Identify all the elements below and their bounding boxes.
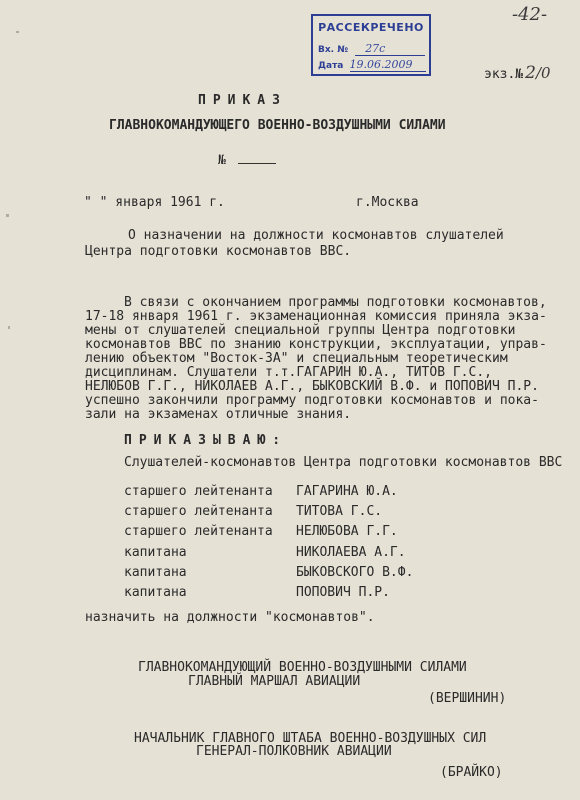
personnel-rank: капитана bbox=[124, 565, 187, 580]
personnel-name: ПОПОВИЧ П.Р. bbox=[296, 585, 390, 600]
archive-number: -42- bbox=[512, 4, 548, 25]
signatory-name: (ВЕРШИНИН) bbox=[428, 691, 507, 706]
signatory-rank: ГЛАВНЫЙ МАРШАЛ АВИАЦИИ bbox=[188, 674, 361, 689]
stamp-date-label: Дата bbox=[318, 61, 344, 71]
personnel-rank: капитана bbox=[124, 585, 187, 600]
stamp-date-value: 19.06.2009 bbox=[350, 58, 426, 72]
signatory-rank: ГЕНЕРАЛ-ПОЛКОВНИК АВИАЦИИ bbox=[196, 744, 392, 759]
signatory-title: НАЧАЛЬНИК ГЛАВНОГО ШТАБА ВОЕННО-ВОЗДУШНЫХ СИЛ bbox=[134, 731, 487, 746]
personnel-rank: старшего лейтенанта bbox=[124, 524, 273, 539]
body-line: лению объектом "Восток-3А" и специальным теоретическим bbox=[85, 351, 508, 366]
body-line: космонавтов ВВС по знанию конструкции, эксплуатации, управ- bbox=[85, 337, 547, 352]
personnel-name: БЫКОВСКОГО В.Ф. bbox=[296, 565, 414, 580]
stamp-in-number-row bbox=[318, 42, 425, 56]
personnel-name: ТИТОВА Г.С. bbox=[296, 504, 383, 519]
signatory-title: ГЛАВНОКОМАНДУЮЩИЙ ВОЕННО-ВОЗДУШНЫМИ СИЛАМИ bbox=[138, 660, 467, 675]
order-number-label: № bbox=[218, 153, 226, 168]
body-line: мены от слушателей специальной группы Центра подготовки bbox=[85, 323, 516, 338]
personnel-rank: старшего лейтенанта bbox=[124, 484, 273, 499]
subject-line-1: О назначении на должности космонавтов слушателей bbox=[128, 228, 504, 243]
body-line: успешно закончили программу подготовки космонавтов и пока- bbox=[85, 393, 539, 408]
order-line: Слушателей-космонавтов Центра подготовки космонавтов ВВС bbox=[124, 455, 563, 470]
body-line: НЕЛЮБОВ Г.Г., НИКОЛАЕВ А.Г., БЫКОВСКИЙ В.Ф. и ПОПОВИЧ П.Р. bbox=[85, 379, 539, 394]
personnel-name: НЕЛЮБОВА Г.Г. bbox=[296, 524, 398, 539]
order-number-blank bbox=[238, 163, 276, 164]
copy-number-suffix: /0 bbox=[535, 64, 551, 82]
personnel-name: ГАГАРИНА Ю.А. bbox=[296, 484, 398, 499]
copy-number bbox=[484, 63, 551, 83]
body-line: дисциплинам. Слушатели т.т.ГАГАРИН Ю.А., ТИТОВ Г.С., bbox=[85, 365, 492, 380]
order-place: г.Москва bbox=[356, 195, 419, 210]
order-word: ПРИКАЗЫВАЮ: bbox=[124, 433, 288, 448]
declassified-stamp bbox=[311, 14, 431, 76]
body-line: 17-18 января 1961 г. экзаменационная комиссия приняла экза- bbox=[85, 309, 547, 324]
stamp-title: РАССЕКРЕЧЕНО bbox=[318, 21, 424, 34]
paper-mark bbox=[6, 214, 9, 217]
body-line: В связи с окончанием программы подготовки космонавтов, bbox=[124, 295, 547, 310]
copy-number-label: экз.№ bbox=[484, 67, 524, 82]
paper-mark bbox=[16, 31, 19, 33]
personnel-rank: капитана bbox=[124, 545, 187, 560]
order-date: " " января 1961 г. bbox=[84, 195, 225, 210]
paper-mark bbox=[8, 326, 10, 329]
appoint-line: назначить на должности "космонавтов". bbox=[85, 610, 375, 625]
personnel-name: НИКОЛАЕВА А.Г. bbox=[296, 545, 406, 560]
order-number bbox=[218, 154, 276, 168]
issuer-heading: ГЛАВНОКОМАНДУЮЩЕГО ВОЕННО-ВОЗДУШНЫМИ СИЛАМИ bbox=[109, 118, 446, 133]
body-line: зали на экзаменах отличные знания. bbox=[85, 407, 352, 422]
stamp-date-row bbox=[318, 58, 426, 72]
stamp-in-number-label: Вх. № bbox=[318, 45, 349, 55]
signatory-name: (БРАЙКО) bbox=[440, 765, 503, 780]
subject-line-2: Центра подготовки космонавтов ВВС. bbox=[85, 244, 352, 259]
order-heading: ПРИКАЗ bbox=[198, 93, 287, 108]
stamp-in-number-value: 27с bbox=[355, 42, 425, 56]
copy-number-value: 2 bbox=[525, 63, 536, 83]
personnel-rank: старшего лейтенанта bbox=[124, 504, 273, 519]
